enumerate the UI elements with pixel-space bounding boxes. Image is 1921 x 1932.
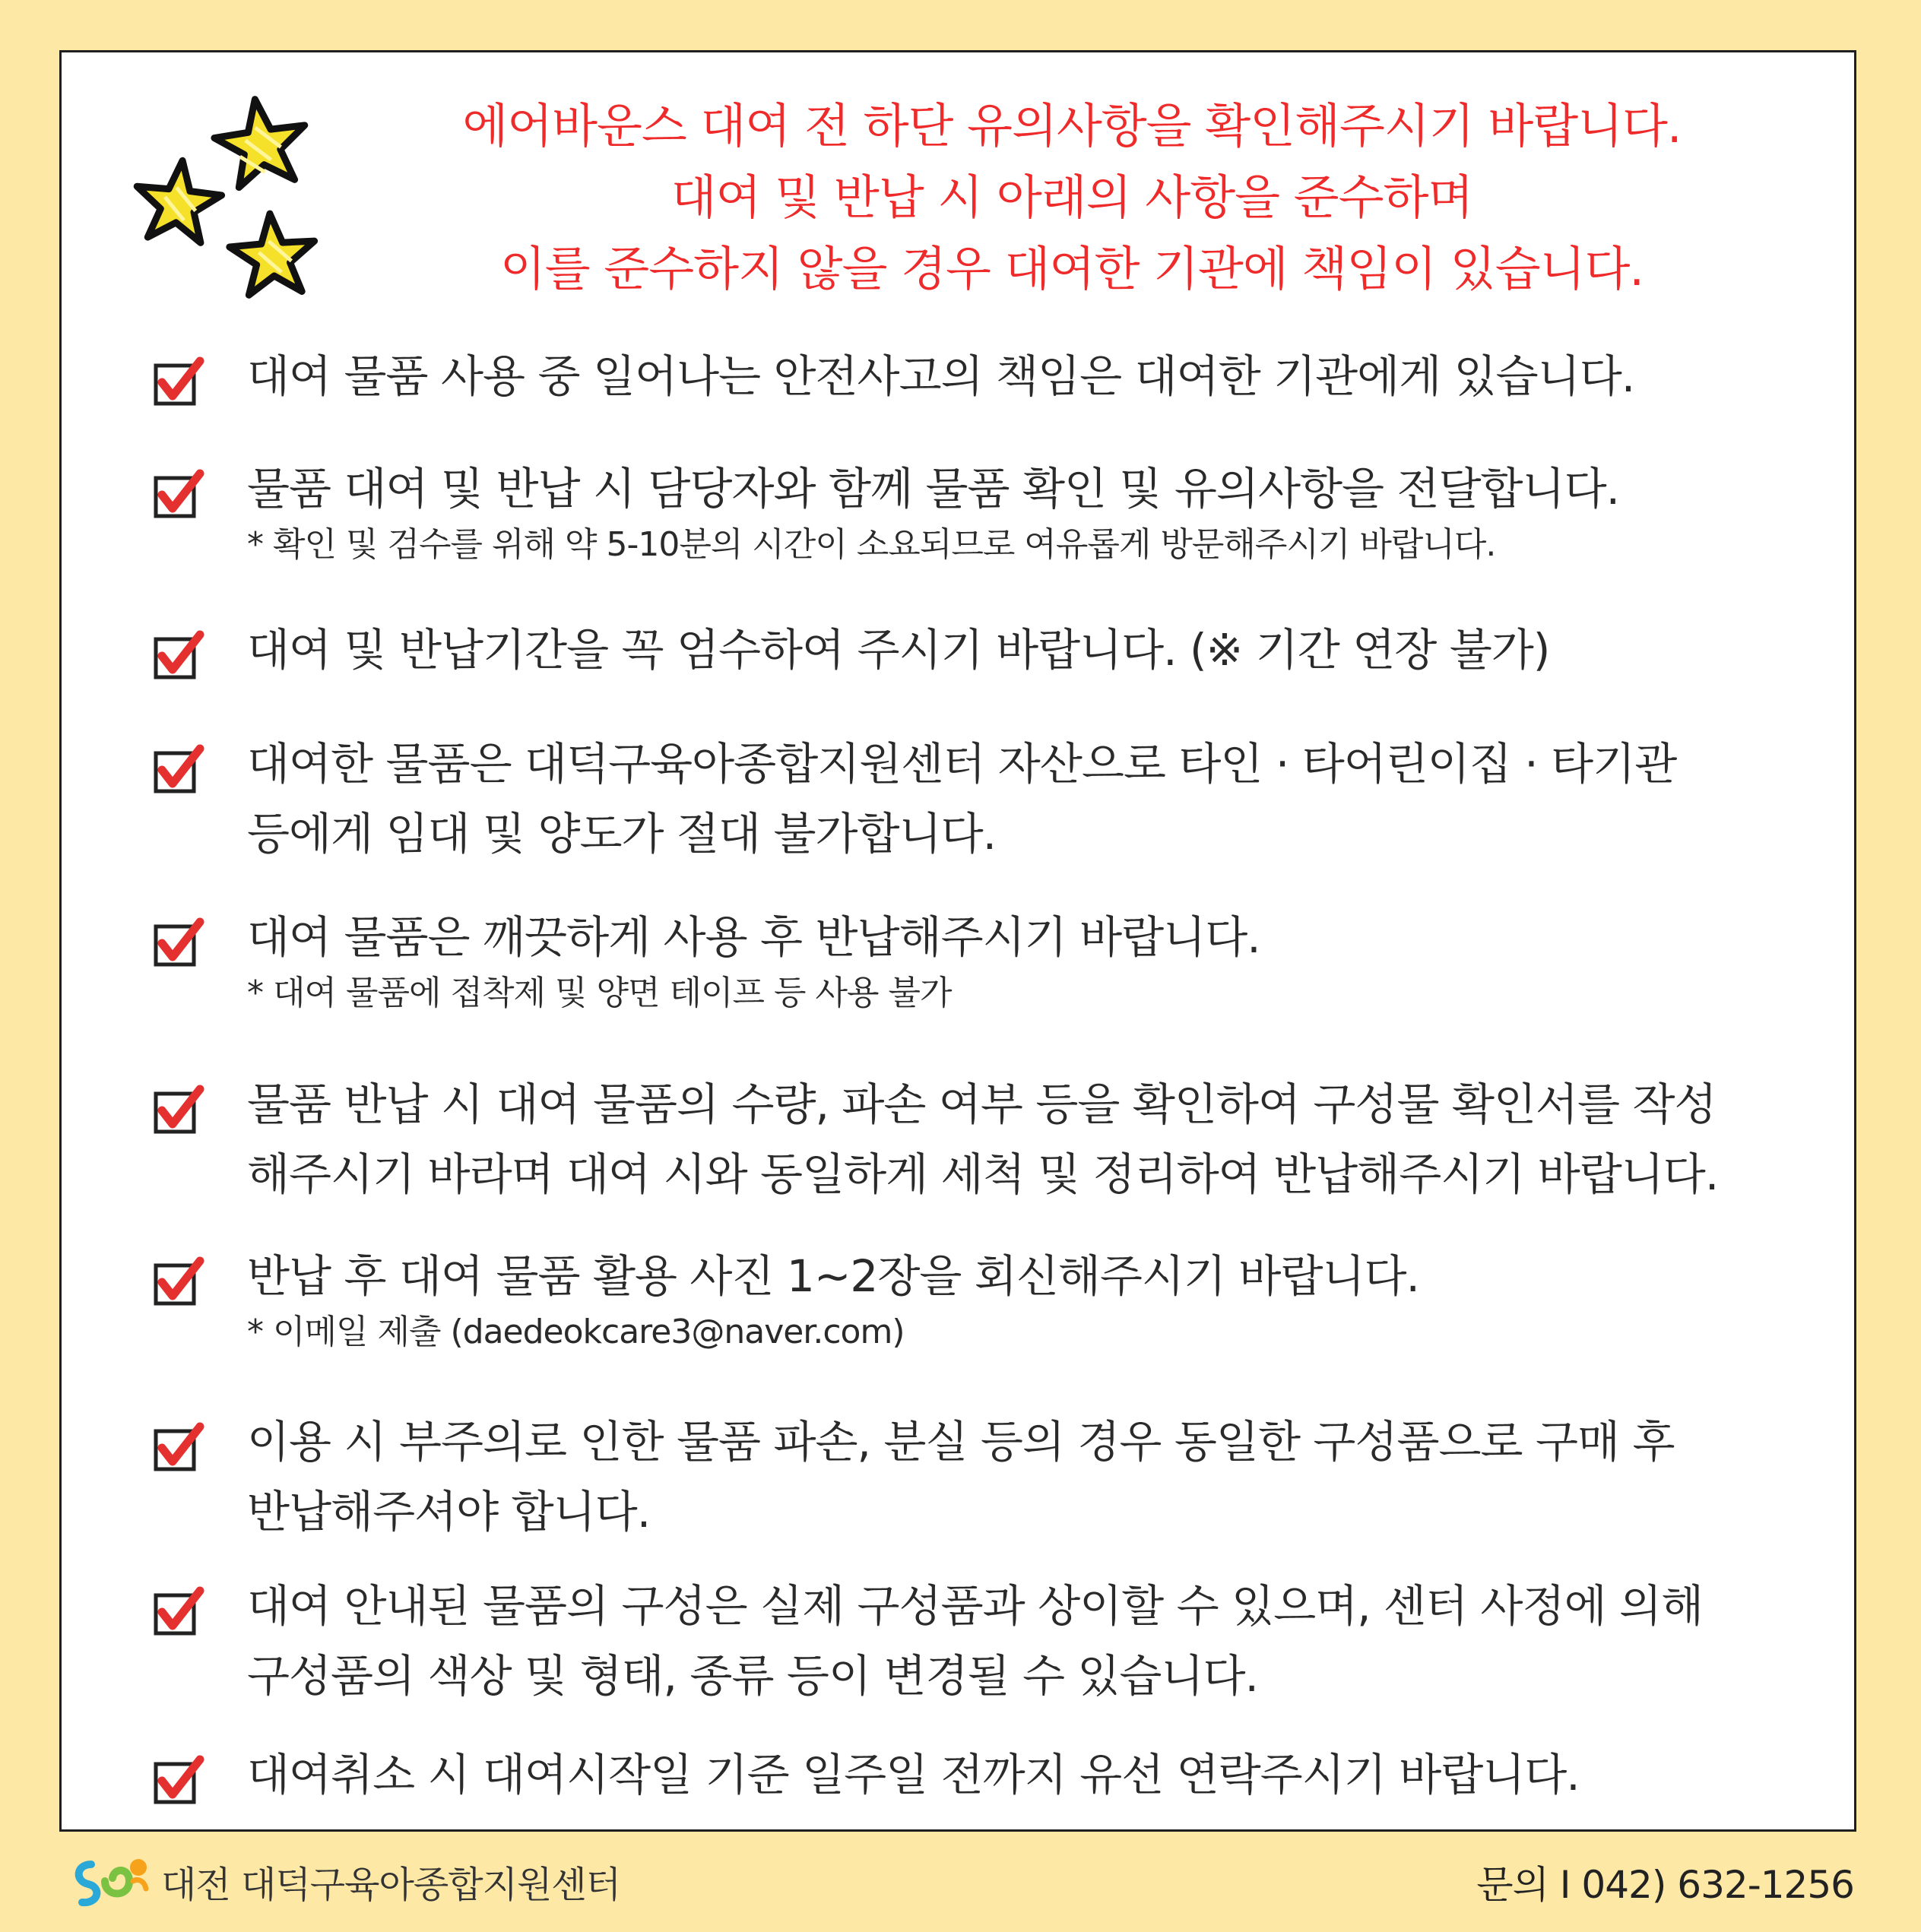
star-icon bbox=[210, 93, 312, 190]
item-text: 대여 안내된 물품의 구성은 실제 구성품과 상이할 수 있으며, 센터 사정에 의해 bbox=[247, 1580, 1704, 1632]
star-icon bbox=[132, 156, 224, 244]
checkbox-checked-icon bbox=[151, 1585, 204, 1638]
item-note: * 이메일 제출 (daedeokcare3@naver.com) bbox=[247, 1313, 905, 1351]
item-text-continued: 해주시기 바라며 대여 시와 동일하게 세척 및 정리하여 반납해주시기 바랍니다. bbox=[247, 1148, 1719, 1200]
item-text: 물품 반납 시 대여 물품의 수량, 파손 여부 등을 확인하여 구성물 확인서를 작성 bbox=[247, 1078, 1717, 1130]
item-text: 대여 물품은 깨끗하게 사용 후 반납해주시기 바랍니다. bbox=[247, 911, 1260, 963]
checkbox-checked-icon bbox=[151, 1420, 204, 1474]
logo-icon bbox=[68, 1851, 152, 1911]
checkbox-checked-icon bbox=[151, 743, 204, 796]
checkbox-checked-icon bbox=[151, 1753, 204, 1807]
star-icon bbox=[227, 211, 318, 296]
item-text: 이용 시 부주의로 인한 물품 파손, 분실 등의 경우 동일한 구성품으로 구매 후 bbox=[247, 1416, 1675, 1468]
item-text: 대여취소 시 대여시작일 기준 일주일 전까지 유선 연락주시기 바랍니다. bbox=[247, 1749, 1580, 1801]
header-line-3: 이를 준수하지 않을 경우 대여한 기관에 책임이 있습니다. bbox=[499, 241, 1644, 296]
item-note: * 확인 및 검수를 위해 약 5-10분의 시간이 소요되므로 여유롭게 방문해주시기 바랍니다. bbox=[247, 525, 1496, 564]
item-text-continued: 구성품의 색상 및 형태, 종류 등이 변경될 수 있습니다. bbox=[247, 1650, 1258, 1702]
checkbox-checked-icon bbox=[151, 1083, 204, 1136]
header-line-1: 에어바운스 대여 전 하단 유의사항을 확인해주시기 바랍니다. bbox=[462, 98, 1682, 154]
checkbox-checked-icon bbox=[151, 916, 204, 969]
organization-name: 대전 대덕구육아종합지원센터 bbox=[161, 1863, 621, 1906]
item-note: * 대여 물품에 접착제 및 양면 테이프 등 사용 불가 bbox=[247, 974, 952, 1012]
checkbox-checked-icon bbox=[151, 629, 204, 682]
checkbox-checked-icon bbox=[151, 355, 204, 408]
footer-logo bbox=[68, 1851, 620, 1911]
stars-decoration bbox=[128, 89, 372, 309]
item-text: 반납 후 대여 물품 활용 사진 1~2장을 회신해주시기 바랍니다. bbox=[247, 1250, 1419, 1302]
item-text-continued: 등에게 임대 및 양도가 절대 불가합니다. bbox=[247, 808, 997, 860]
header-line-2: 대여 및 반납 시 아래의 사항을 준수하며 bbox=[670, 169, 1473, 225]
item-text: 대여한 물품은 대덕구육아종합지원센터 자산으로 타인 · 타어린이집 · 타기관 bbox=[247, 738, 1677, 790]
checkbox-checked-icon bbox=[151, 1255, 204, 1308]
contact-info: 문의 I 042) 632-1256 bbox=[1476, 1863, 1854, 1907]
item-text: 물품 대여 및 반납 시 담당자와 함께 물품 확인 및 유의사항을 전달합니다. bbox=[247, 463, 1620, 515]
notice-header bbox=[350, 90, 1793, 305]
item-text-continued: 반납해주셔야 합니다. bbox=[247, 1486, 651, 1538]
notice-card bbox=[59, 50, 1856, 1832]
checkbox-checked-icon bbox=[151, 467, 204, 521]
item-text: 대여 물품 사용 중 일어나는 안전사고의 책임은 대여한 기관에게 있습니다. bbox=[247, 350, 1635, 402]
item-text: 대여 및 반납기간을 꼭 엄수하여 주시기 바랍니다. (※ 기간 연장 불가) bbox=[247, 624, 1550, 676]
